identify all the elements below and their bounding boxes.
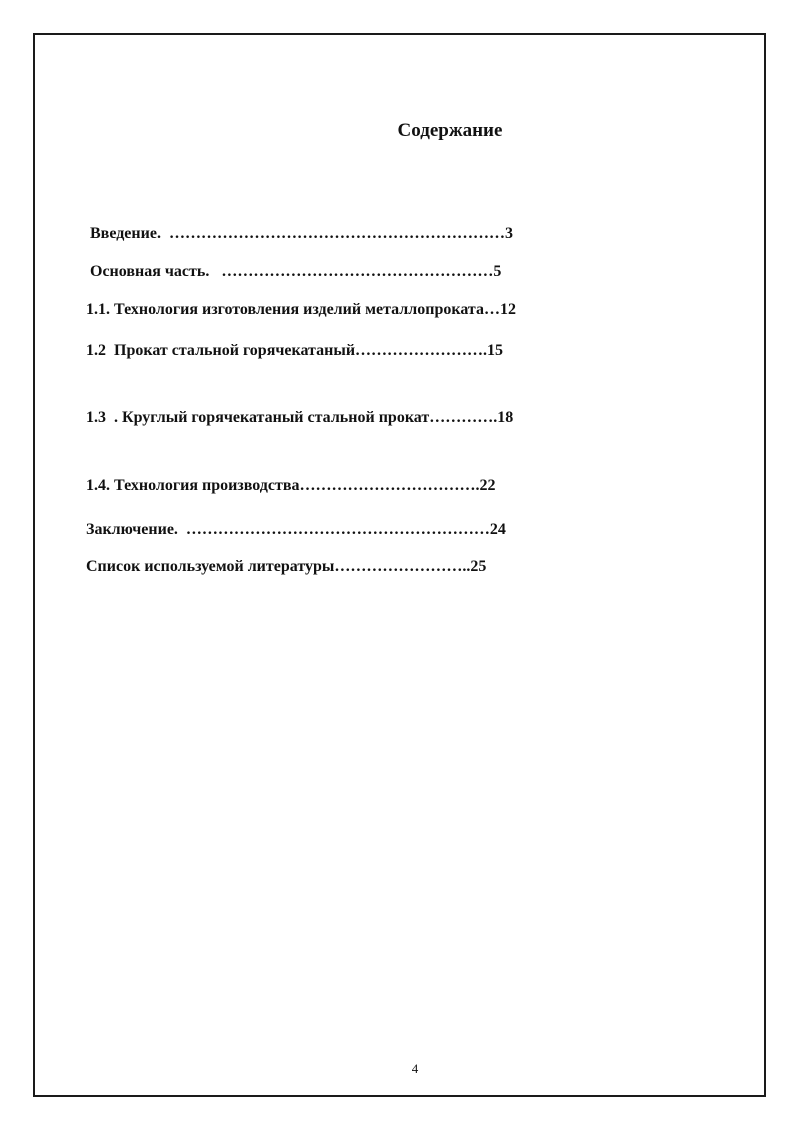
toc-entry-main-part: Основная часть. ……………………………………………5	[90, 263, 502, 280]
toc-entry-1-1: 1.1. Технология изготовления изделий металлопроката…12	[86, 301, 516, 318]
document-title: Содержание	[397, 120, 503, 141]
toc-entry-references: Список используемой литературы……………………..25	[86, 558, 487, 575]
toc-entry-1-4: 1.4. Технология производства…………………………….22	[86, 477, 496, 494]
toc-entry-1-2: 1.2 Прокат стальной горячекатаный…………………….15	[86, 342, 504, 359]
page-number: 4	[411, 1061, 419, 1076]
toc-entry-conclusion: Заключение. …………………………………………………24	[86, 521, 506, 538]
toc-entry-1-3: 1.3 . Круглый горячекатаный стальной прокат………….18	[86, 409, 514, 426]
toc-entry-introduction: Введение. ………………………………………………………3	[90, 225, 513, 242]
